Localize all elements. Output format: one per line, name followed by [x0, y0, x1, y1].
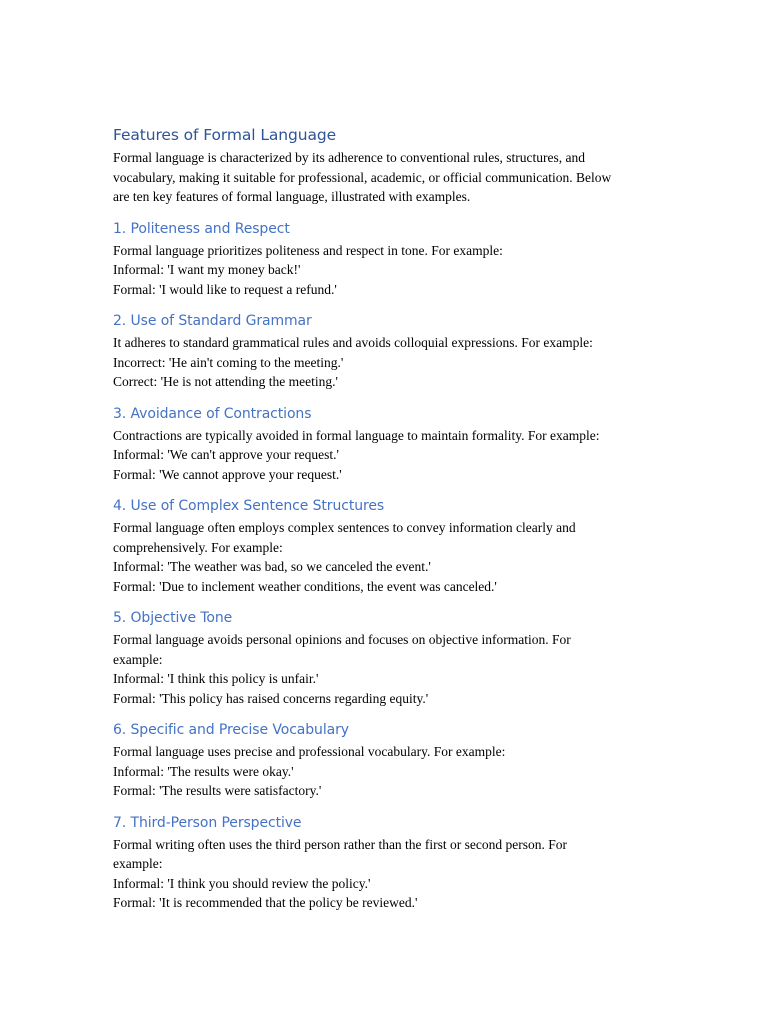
- formal-example: Formal: 'The results were satisfactory.': [113, 783, 322, 798]
- section-avoidance-of-contractions: [113, 404, 673, 485]
- section-body: [113, 835, 673, 913]
- section-heading: 3. Avoidance of Contractions: [113, 405, 312, 422]
- section-heading: 7. Third-Person Perspective: [113, 814, 302, 831]
- informal-example: Informal: 'The weather was bad, so we canceled the event.': [113, 559, 431, 574]
- section-complex-sentence-structures: [113, 496, 673, 596]
- formal-example: Formal: 'Due to inclement weather conditions, the event was canceled.': [113, 578, 497, 594]
- section-body: [113, 241, 673, 300]
- section-objective-tone: [113, 608, 673, 708]
- formal-example: Formal: 'This policy has raised concerns regarding equity.': [113, 690, 429, 706]
- correct-example: Correct: 'He is not attending the meeting.': [113, 374, 338, 389]
- body-line: example:: [113, 651, 163, 667]
- section-heading: 5. Objective Tone: [113, 610, 233, 626]
- incorrect-example: Incorrect: 'He ain't coming to the meeting.': [113, 354, 344, 370]
- informal-example: Informal: 'I think you should review the policy.': [113, 875, 371, 891]
- body-line: comprehensively. For example:: [113, 539, 283, 555]
- informal-example: Informal: 'We can't approve your request.': [113, 447, 339, 462]
- informal-example: Informal: 'I think this policy is unfair.': [113, 671, 319, 686]
- intro-line: vocabulary, making it suitable for professional, academic, or official communication. Below: [113, 169, 612, 185]
- section-body: [113, 426, 673, 485]
- body-line: Formal language avoids personal opinions and focuses on objective information. For: [113, 632, 571, 647]
- formal-example: Formal: 'We cannot approve your request.': [113, 466, 342, 482]
- body-line: Contractions are typically avoided in formal language to maintain formality. For example:: [113, 427, 600, 443]
- section-heading: 1. Politeness and Respect: [113, 220, 290, 237]
- body-line: Formal language often employs complex sentences to convey information clearly and: [113, 520, 576, 535]
- document-page: [113, 124, 673, 913]
- intro-paragraph: [113, 148, 673, 207]
- section-third-person-perspective: [113, 813, 673, 913]
- section-body: [113, 518, 673, 596]
- body-line: example:: [113, 856, 163, 871]
- informal-example: Informal: 'The results were okay.': [113, 763, 294, 779]
- formal-example: Formal: 'I would like to request a refund.': [113, 281, 337, 297]
- section-heading: 2. Use of Standard Grammar: [113, 313, 312, 329]
- body-line: Formal language prioritizes politeness and respect in tone. For example:: [113, 242, 503, 258]
- intro-line: Formal language is characterized by its adherence to conventional rules, structures, and: [113, 150, 585, 165]
- section-heading: 6. Specific and Precise Vocabulary: [113, 722, 349, 738]
- body-line: Formal language uses precise and professional vocabulary. For example:: [113, 744, 506, 759]
- formal-example: Formal: 'It is recommended that the policy be reviewed.': [113, 895, 418, 910]
- intro-line: are ten key features of formal language, illustrated with examples.: [113, 189, 471, 204]
- section-politeness-and-respect: [113, 219, 673, 300]
- section-body: [113, 333, 673, 392]
- document-title: Features of Formal Language: [113, 126, 337, 144]
- body-line: It adheres to standard grammatical rules and avoids colloquial expressions. For example:: [113, 335, 593, 350]
- section-body: [113, 742, 673, 801]
- section-standard-grammar: [113, 311, 673, 392]
- section-heading: 4. Use of Complex Sentence Structures: [113, 498, 385, 514]
- section-specific-precise-vocabulary: [113, 720, 673, 801]
- informal-example: Informal: 'I want my money back!': [113, 262, 301, 277]
- section-body: [113, 630, 673, 708]
- body-line: Formal writing often uses the third person rather than the first or second person. For: [113, 836, 568, 852]
